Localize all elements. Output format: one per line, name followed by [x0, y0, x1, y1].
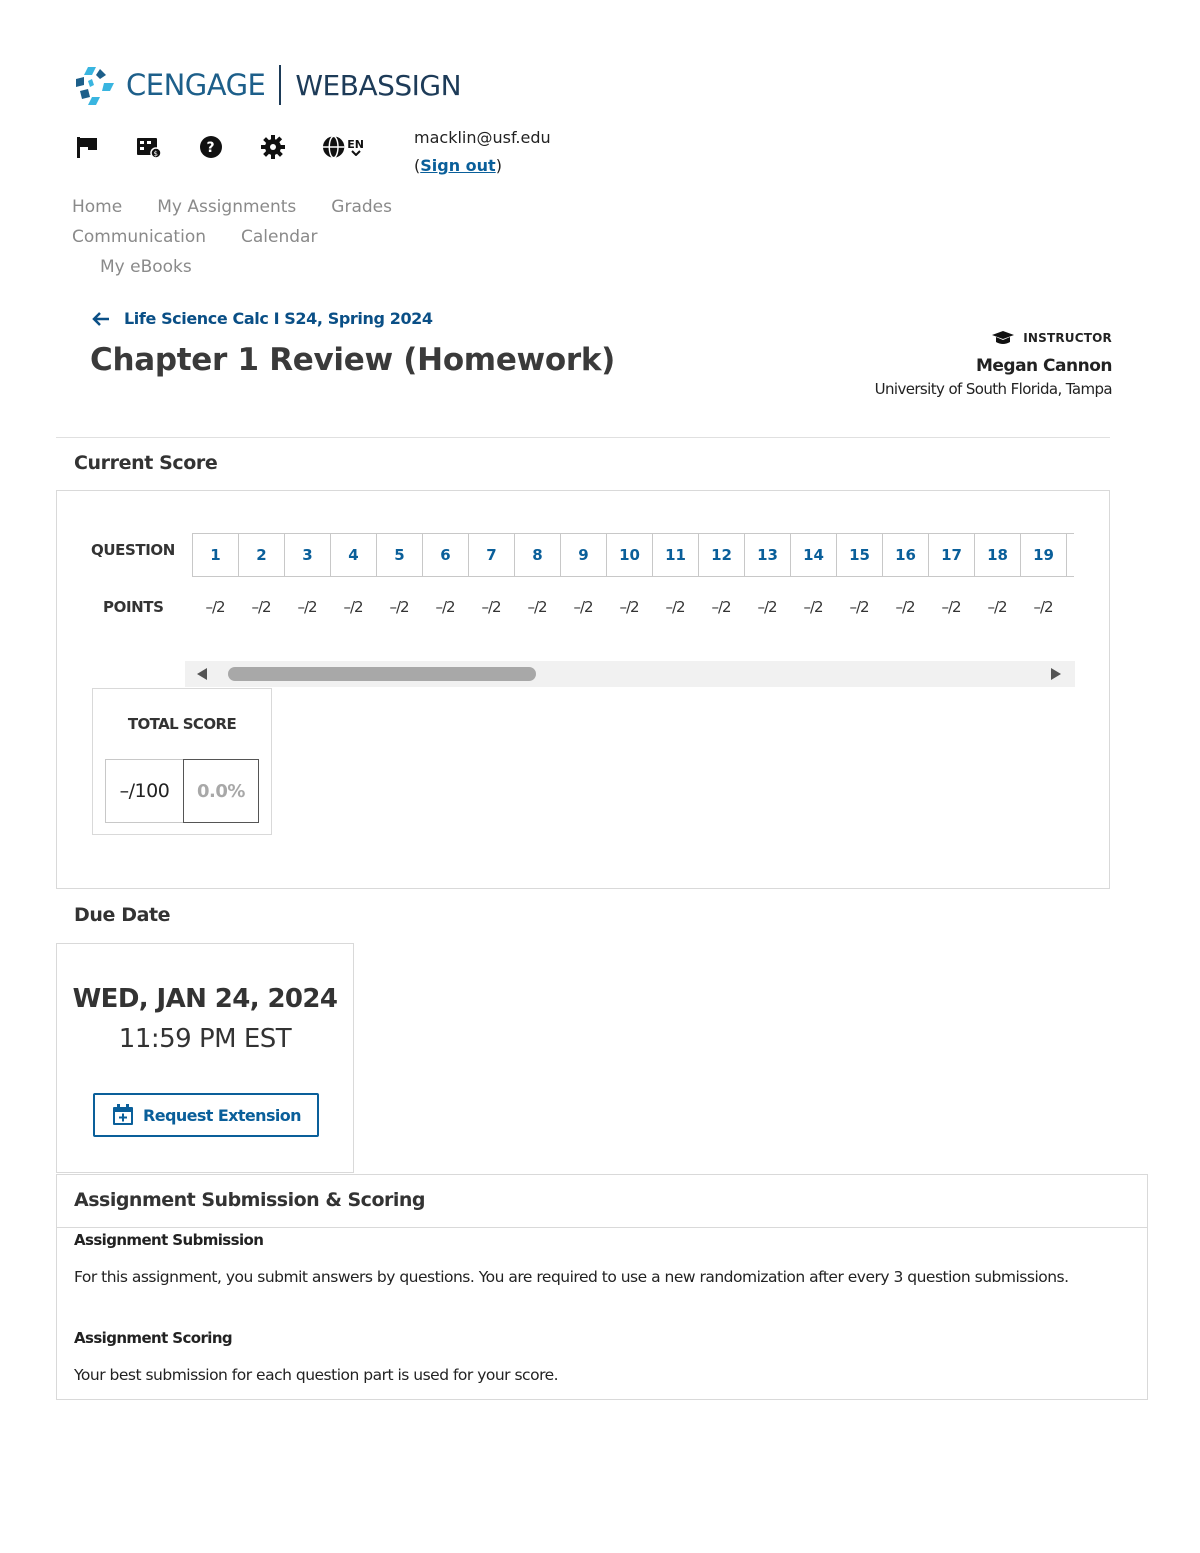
- question-points: –/2: [711, 598, 731, 616]
- total-score-percent: 0.0%: [183, 759, 259, 823]
- scoring-text: Your best submission for each question part is used for your score.: [74, 1366, 559, 1384]
- chevron-down-icon: [351, 150, 361, 156]
- question-link[interactable]: 1: [193, 534, 239, 576]
- question-links: [192, 533, 1074, 577]
- due-date-value: WED, JAN 24, 2024: [72, 984, 338, 1014]
- question-row-label: QUESTION: [91, 541, 175, 559]
- question-points: –/2: [987, 598, 1007, 616]
- question-points: –/2: [389, 598, 409, 616]
- total-score-label: TOTAL SCORE: [127, 715, 237, 733]
- question-link[interactable]: 6: [423, 534, 469, 576]
- nav-my-ebooks[interactable]: My eBooks: [100, 257, 192, 277]
- question-points: –/2: [573, 598, 593, 616]
- question-link[interactable]: 17: [929, 534, 975, 576]
- language-selector[interactable]: [322, 134, 364, 160]
- logo-divider: [279, 65, 281, 105]
- points-row: [192, 595, 1074, 619]
- scroll-right-arrow-icon[interactable]: [1051, 668, 1061, 680]
- breadcrumb[interactable]: [92, 309, 433, 328]
- main-nav: [72, 192, 432, 282]
- question-link[interactable]: 3: [285, 534, 331, 576]
- question-link[interactable]: 2: [239, 534, 285, 576]
- question-link[interactable]: 13: [745, 534, 791, 576]
- sign-out-paren-close: ): [495, 156, 502, 175]
- question-points: –/2: [895, 598, 915, 616]
- svg-text:?: ?: [206, 140, 215, 156]
- sign-out-link[interactable]: Sign out: [420, 156, 496, 175]
- question-points: –/2: [481, 598, 501, 616]
- instructor-name: Megan Cannon: [975, 356, 1112, 376]
- scoring-heading: Assignment Scoring: [74, 1329, 233, 1347]
- submission-text: For this assignment, you submit answers by questions. You are required to use a new randomization after every 3 question submissions.: [74, 1268, 1069, 1286]
- question-link[interactable]: 19: [1021, 534, 1067, 576]
- due-time-value: 11:59 PM EST: [118, 1024, 292, 1054]
- question-points: –/2: [435, 598, 455, 616]
- scrollbar-thumb[interactable]: [228, 667, 536, 681]
- calendar-plus-icon: [111, 1103, 135, 1127]
- svg-text:$: $: [153, 150, 158, 158]
- question-points: –/2: [343, 598, 363, 616]
- question-link[interactable]: 12: [699, 534, 745, 576]
- current-score-title: Current Score: [74, 452, 218, 474]
- user-email: macklin@usf.edu: [414, 128, 551, 147]
- horizontal-scrollbar[interactable]: [185, 661, 1075, 687]
- question-link[interactable]: 8: [515, 534, 561, 576]
- arrow-left-icon: [92, 312, 110, 326]
- question-points: –/2: [1033, 598, 1053, 616]
- total-score-points: –/100: [105, 759, 184, 823]
- submission-scoring-card: [56, 1174, 1148, 1400]
- question-link[interactable]: 11: [653, 534, 699, 576]
- calculator-icon[interactable]: [136, 134, 162, 160]
- header-divider: [56, 437, 1110, 438]
- submission-scoring-header: [57, 1175, 1147, 1228]
- instructor-info: [875, 326, 1112, 398]
- question-points: –/2: [757, 598, 777, 616]
- flag-icon[interactable]: [74, 134, 100, 160]
- question-link[interactable]: 9: [561, 534, 607, 576]
- points-row-label: POINTS: [103, 598, 164, 616]
- cengage-webassign-logo[interactable]: [74, 62, 461, 108]
- request-extension-label: Request Extension: [143, 1105, 301, 1125]
- utility-toolbar: [74, 130, 402, 164]
- help-icon[interactable]: [198, 134, 224, 160]
- question-points: –/2: [297, 598, 317, 616]
- question-points: –/2: [941, 598, 961, 616]
- instructor-school: University of South Florida, Tampa: [874, 380, 1112, 398]
- nav-calendar[interactable]: Calendar: [241, 227, 318, 247]
- page-title: Chapter 1 Review (Homework): [90, 342, 616, 378]
- nav-communication[interactable]: Communication: [72, 227, 206, 247]
- request-extension-button[interactable]: [93, 1093, 319, 1137]
- question-link[interactable]: 4: [331, 534, 377, 576]
- question-points: –/2: [665, 598, 685, 616]
- question-points: –/2: [619, 598, 639, 616]
- instructor-role: INSTRUCTOR: [1023, 331, 1112, 345]
- due-date-card: [56, 943, 354, 1173]
- nav-grades[interactable]: Grades: [331, 197, 392, 217]
- language-code: EN: [347, 137, 364, 151]
- current-score-card: [56, 490, 1110, 889]
- user-info: [414, 124, 551, 180]
- cengage-mark-icon: [74, 63, 118, 107]
- question-link[interactable]: 18: [975, 534, 1021, 576]
- question-link[interactable]: 10: [607, 534, 653, 576]
- globe-icon: [322, 135, 345, 159]
- submission-scoring-title: Assignment Submission & Scoring: [74, 1189, 426, 1211]
- nav-my-assignments[interactable]: My Assignments: [157, 197, 297, 217]
- graduation-cap-icon: [991, 330, 1015, 346]
- question-link[interactable]: 5: [377, 534, 423, 576]
- total-score-box: [92, 688, 272, 835]
- course-link[interactable]: Life Science Calc I S24, Spring 2024: [124, 309, 433, 328]
- question-link[interactable]: 16: [883, 534, 929, 576]
- brand-name: CENGAGE: [126, 68, 266, 102]
- settings-icon[interactable]: [260, 134, 286, 160]
- question-points: –/2: [849, 598, 869, 616]
- question-link[interactable]: 14: [791, 534, 837, 576]
- question-points: –/2: [205, 598, 225, 616]
- question-points: –/2: [251, 598, 271, 616]
- due-date-title: Due Date: [74, 904, 171, 926]
- question-link[interactable]: 7: [469, 534, 515, 576]
- submission-heading: Assignment Submission: [74, 1231, 264, 1249]
- nav-home[interactable]: Home: [72, 197, 123, 217]
- question-points: –/2: [803, 598, 823, 616]
- question-points: –/2: [527, 598, 547, 616]
- question-link[interactable]: 15: [837, 534, 883, 576]
- scroll-left-arrow-icon[interactable]: [197, 668, 207, 680]
- product-name: WEBASSIGN: [295, 68, 462, 102]
- sign-out-paren-open: (: [414, 156, 421, 175]
